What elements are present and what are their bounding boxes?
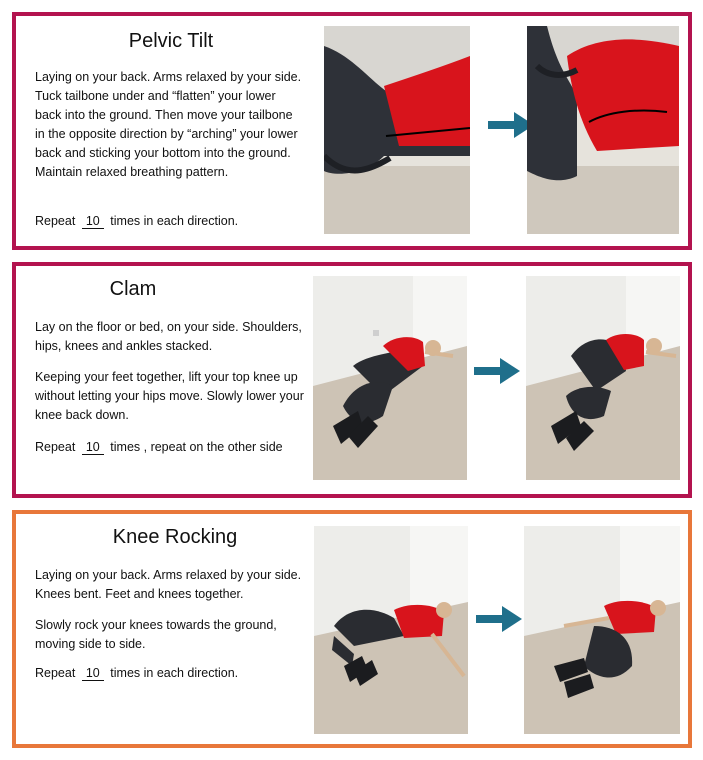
pelvic-tilt-arch-photo — [527, 26, 679, 234]
repeat-prefix: Repeat — [35, 666, 76, 680]
knee-rocking-side-photo — [524, 526, 680, 734]
repeat-count: 10 — [82, 215, 104, 229]
arrow-right-icon — [476, 606, 522, 637]
exercise-instructions: Laying on your back. Arms relaxed by your side. Tuck tailbone under and “flatten” your lower back into the ground. Then move your tailbone in the opposite direction by “arching” your lower back and sticking your bottom into the ground. Maintain relaxed breathing pattern. — [35, 70, 302, 179]
repeat-suffix: times in each direction. — [110, 666, 239, 680]
exercise-title: Pelvic Tilt — [128, 30, 214, 52]
clam-knee-lifted-photo — [526, 276, 680, 480]
repeat-count: 10 — [82, 441, 104, 455]
repeat-instruction — [35, 440, 283, 455]
exercise-instructions: Keeping your feet together, lift your top knee up without letting your hips move. Slowly lower your knee back down. — [35, 370, 304, 422]
repeat-suffix: times in each direction. — [110, 214, 239, 228]
repeat-prefix: Repeat — [35, 214, 76, 228]
exercise-instructions: Lay on the floor or bed, on your side. Shoulders, hips, knees and ankles stacked. — [35, 320, 302, 353]
exercise-title: Clam — [109, 278, 157, 300]
clam-knees-together-photo — [313, 276, 467, 480]
knee-rocking-start-photo — [314, 526, 468, 734]
repeat-count: 10 — [82, 667, 104, 681]
repeat-instruction — [35, 214, 238, 229]
exercise-instructions: Laying on your back. Arms relaxed by your side. Knees bent. Feet and knees together. — [35, 568, 302, 601]
exercise-card-clam — [12, 262, 692, 498]
pelvic-tilt-flatten-photo — [324, 26, 470, 234]
repeat-instruction — [35, 666, 238, 681]
exercise-card-knee-rocking — [12, 510, 692, 748]
arrow-right-icon — [474, 358, 520, 389]
repeat-suffix: times , repeat on the other side — [110, 440, 283, 454]
exercise-instructions: Slowly rock your knees towards the ground, moving side to side. — [35, 618, 277, 651]
exercise-card-pelvic-tilt — [12, 12, 692, 250]
repeat-prefix: Repeat — [35, 440, 76, 454]
exercise-title: Knee Rocking — [112, 526, 238, 548]
